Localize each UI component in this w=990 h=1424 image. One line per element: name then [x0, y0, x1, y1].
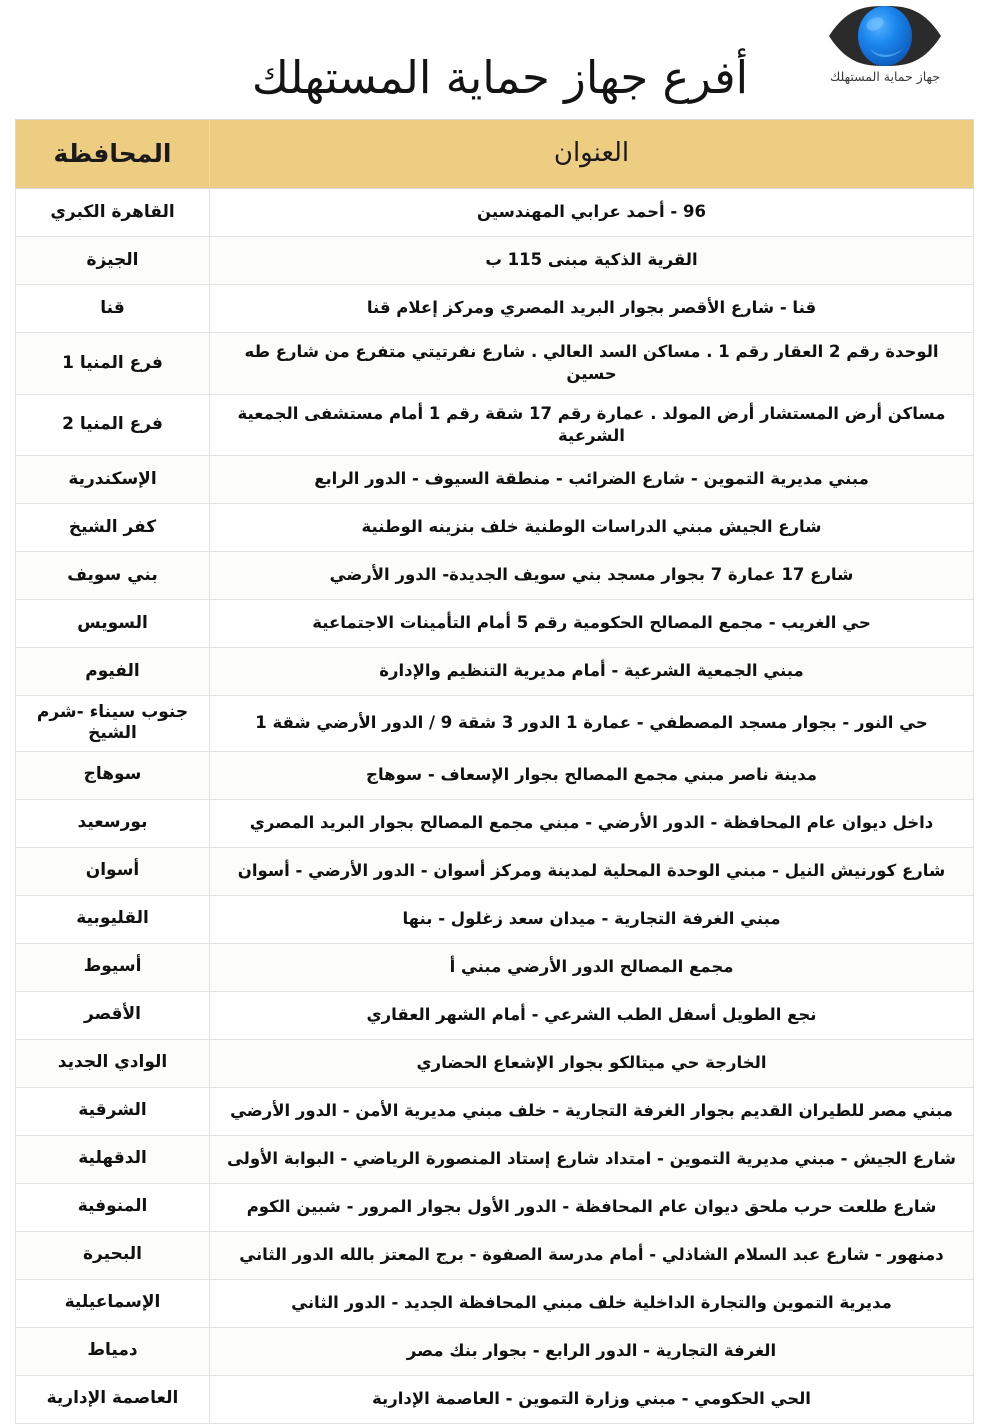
branch-governorate-cell: بورسعيد — [16, 799, 210, 847]
branch-address-cell: مبني الجمعية الشرعية - أمام مديرية التنظيم والإدارة — [210, 648, 974, 696]
branch-governorate-cell: الفيوم — [16, 648, 210, 696]
branch-governorate-cell: فرع المنيا 1 — [16, 333, 210, 395]
branch-governorate-cell: القاهرة الكبري — [16, 189, 210, 237]
branch-address-cell: مدينة ناصر مبني مجمع المصالح بجوار الإسعاف - سوهاج — [210, 751, 974, 799]
organization-logo — [790, 4, 980, 108]
table-row — [16, 1231, 974, 1279]
branch-address-cell: داخل ديوان عام المحافظة - الدور الأرضي - مبني مجمع المصالح بجوار البريد المصري — [210, 799, 974, 847]
table-row — [16, 237, 974, 285]
table-row — [16, 895, 974, 943]
branch-governorate-cell: الوادي الجديد — [16, 1039, 210, 1087]
branch-address-cell: حي النور - بجوار مسجد المصطفي - عمارة 1 الدور 3 شقة 9 / الدور الأرضي شقة 1 — [210, 696, 974, 752]
branch-address-cell: مديرية التموين والتجارة الداخلية خلف مبني المحافظة الجديد - الدور الثاني — [210, 1279, 974, 1327]
branch-address-cell: مبني مصر للطيران القديم بجوار الغرفة التجارية - خلف مبني مديرية الأمن - الدور الأرضي — [210, 1087, 974, 1135]
table-row — [16, 799, 974, 847]
branches-table-container — [16, 119, 974, 1424]
branch-address-cell: نجع الطويل أسفل الطب الشرعي - أمام الشهر العقاري — [210, 991, 974, 1039]
branch-governorate-cell: الشرقية — [16, 1087, 210, 1135]
table-row — [16, 1279, 974, 1327]
branch-address-cell: شارع 17 عمارة 7 بجوار مسجد بني سويف الجديدة- الدور الأرضي — [210, 552, 974, 600]
logo-caption: جهاز حماية المستهلك — [829, 69, 941, 84]
branch-governorate-cell: أسوان — [16, 847, 210, 895]
table-row — [16, 1327, 974, 1375]
table-row — [16, 552, 974, 600]
branch-governorate-cell: قنا — [16, 285, 210, 333]
column-header-address: العنوان — [210, 120, 974, 189]
table-row — [16, 285, 974, 333]
table-row — [16, 1087, 974, 1135]
table-row — [16, 456, 974, 504]
branch-governorate-cell: البحيرة — [16, 1231, 210, 1279]
branch-address-cell: شارع كورنيش النيل - مبني الوحدة المحلية لمدينة ومركز أسوان - الدور الأرضي - أسوان — [210, 847, 974, 895]
table-row — [16, 696, 974, 752]
branch-governorate-cell: فرع المنيا 2 — [16, 394, 210, 456]
branch-address-cell: حي الغريب - مجمع المصالح الحكومية رقم 5 أمام التأمينات الاجتماعية — [210, 600, 974, 648]
branch-governorate-cell: الإسماعيلية — [16, 1279, 210, 1327]
table-row — [16, 600, 974, 648]
column-header-governorate: المحافظة — [16, 120, 210, 189]
branch-governorate-cell: كفر الشيخ — [16, 504, 210, 552]
branch-address-cell: دمنهور - شارع عبد السلام الشاذلي - أمام مدرسة الصفوة - برج المعتز بالله الدور الثاني — [210, 1231, 974, 1279]
branches-table — [15, 119, 974, 1424]
eye-logo-icon — [825, 4, 945, 68]
branch-address-cell: شارع طلعت حرب ملحق ديوان عام المحافظة - الدور الأول بجوار المرور - شبين الكوم — [210, 1183, 974, 1231]
branch-governorate-cell: الأقصر — [16, 991, 210, 1039]
page-header — [0, 0, 990, 112]
branch-address-cell: شارع الجيش - مبني مديرية التموين - امتداد شارع إستاد المنصورة الرياضي - البوابة الأولى — [210, 1135, 974, 1183]
branch-address-cell: مجمع المصالح الدور الأرضي مبني أ — [210, 943, 974, 991]
branch-governorate-cell: الإسكندرية — [16, 456, 210, 504]
table-row — [16, 1039, 974, 1087]
branch-governorate-cell: بني سويف — [16, 552, 210, 600]
table-row — [16, 751, 974, 799]
table-row — [16, 504, 974, 552]
branch-governorate-cell: العاصمة الإدارية — [16, 1375, 210, 1423]
table-header — [16, 120, 974, 189]
table-row — [16, 1183, 974, 1231]
page-title: أفرع جهاز حماية المستهلك — [251, 51, 749, 105]
table-header-row — [16, 120, 974, 189]
branch-address-cell: شارع الجيش مبني الدراسات الوطنية خلف بنزينه الوطنية — [210, 504, 974, 552]
branch-governorate-cell: الدقهلية — [16, 1135, 210, 1183]
table-row — [16, 943, 974, 991]
branch-address-cell: الغرفة التجارية - الدور الرابع - بجوار بنك مصر — [210, 1327, 974, 1375]
branch-governorate-cell: دمياط — [16, 1327, 210, 1375]
branch-address-cell: مبني مديرية التموين - شارع الضرائب - منطقة السيوف - الدور الرابع — [210, 456, 974, 504]
table-row — [16, 847, 974, 895]
table-row — [16, 991, 974, 1039]
table-row — [16, 333, 974, 395]
branch-address-cell: الوحدة رقم 2 العقار رقم 1 . مساكن السد العالي . شارع نفرتيتي متفرع من شارع طه حسين — [210, 333, 974, 395]
branch-governorate-cell: أسيوط — [16, 943, 210, 991]
table-row — [16, 648, 974, 696]
table-row — [16, 394, 974, 456]
branch-address-cell: مساكن أرض المستشار أرض المولد . عمارة رقم 17 شقة رقم 1 أمام مستشفى الجمعية الشرعية — [210, 394, 974, 456]
branch-governorate-cell: الجيزة — [16, 237, 210, 285]
branch-address-cell: الخارجة حي ميتالكو بجوار الإشعاع الحضاري — [210, 1039, 974, 1087]
branch-address-cell: القرية الذكية مبنى 115 ب — [210, 237, 974, 285]
branch-address-cell: الحي الحكومي - مبني وزارة التموين - العاصمة الإدارية — [210, 1375, 974, 1423]
branch-address-cell: مبني الغرفة التجارية - ميدان سعد زغلول - بنها — [210, 895, 974, 943]
branch-governorate-cell: المنوفية — [16, 1183, 210, 1231]
table-body — [16, 189, 974, 1424]
branch-address-cell: 96 - أحمد عرابي المهندسين — [210, 189, 974, 237]
branch-governorate-cell: جنوب سيناء -شرم الشيخ — [16, 696, 210, 752]
branch-governorate-cell: القليوبية — [16, 895, 210, 943]
table-row — [16, 189, 974, 237]
table-row — [16, 1375, 974, 1423]
branch-governorate-cell: سوهاج — [16, 751, 210, 799]
branch-address-cell: قنا - شارع الأقصر بجوار البريد المصري ومركز إعلام قنا — [210, 285, 974, 333]
branch-governorate-cell: السويس — [16, 600, 210, 648]
table-row — [16, 1135, 974, 1183]
